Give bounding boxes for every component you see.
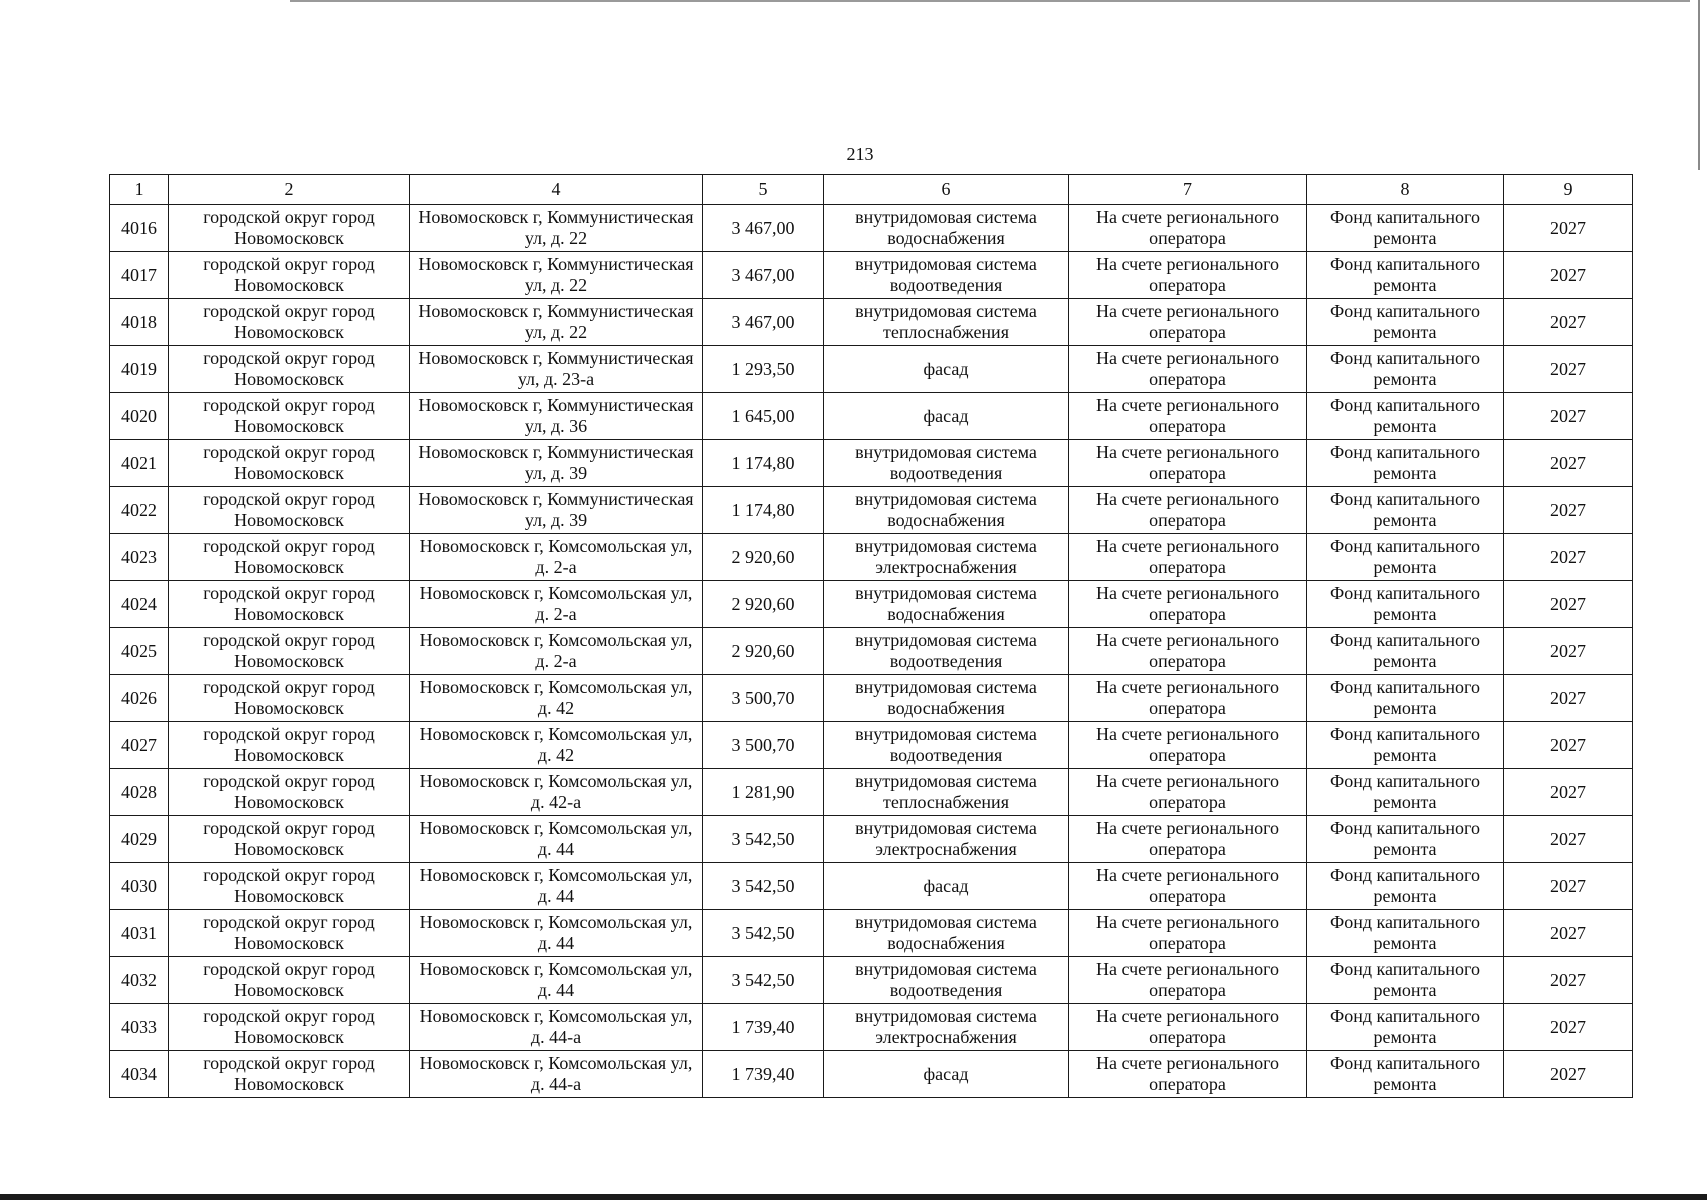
fund-account-cell: На счете регионального оператора	[1069, 1004, 1307, 1051]
table-row	[110, 534, 1633, 581]
address-cell: Новомосковск г, Коммунистическая ул, д. 22	[410, 252, 703, 299]
funding-source-cell: Фонд капитального ремонта	[1307, 581, 1504, 628]
row-number-cell: 4017	[110, 252, 169, 299]
row-number-cell: 4026	[110, 675, 169, 722]
year-cell: 2027	[1504, 299, 1633, 346]
municipality-cell: городской округ город Новомосковск	[169, 816, 410, 863]
work-type-cell: внутридомовая система водоотведения	[824, 440, 1069, 487]
work-type-cell: внутридомовая система электроснабжения	[824, 534, 1069, 581]
fund-account-cell: На счете регионального оператора	[1069, 440, 1307, 487]
row-number-cell: 4023	[110, 534, 169, 581]
area-cell: 3 542,50	[703, 957, 824, 1004]
year-cell: 2027	[1504, 863, 1633, 910]
row-number-cell: 4022	[110, 487, 169, 534]
table-row	[110, 863, 1633, 910]
work-type-cell: внутридомовая система водоснабжения	[824, 487, 1069, 534]
funding-source-cell: Фонд капитального ремонта	[1307, 816, 1504, 863]
funding-source-cell: Фонд капитального ремонта	[1307, 252, 1504, 299]
municipality-cell: городской округ город Новомосковск	[169, 769, 410, 816]
column-header: 5	[703, 175, 824, 205]
row-number-cell: 4025	[110, 628, 169, 675]
table-row	[110, 252, 1633, 299]
address-cell: Новомосковск г, Комсомольская ул, д. 44	[410, 863, 703, 910]
row-number-cell: 4029	[110, 816, 169, 863]
row-number-cell: 4031	[110, 910, 169, 957]
work-type-cell: фасад	[824, 346, 1069, 393]
funding-source-cell: Фонд капитального ремонта	[1307, 299, 1504, 346]
column-header: 6	[824, 175, 1069, 205]
year-cell: 2027	[1504, 722, 1633, 769]
address-cell: Новомосковск г, Коммунистическая ул, д. 22	[410, 205, 703, 252]
year-cell: 2027	[1504, 581, 1633, 628]
table-row	[110, 346, 1633, 393]
funding-source-cell: Фонд капитального ремонта	[1307, 1004, 1504, 1051]
municipality-cell: городской округ город Новомосковск	[169, 252, 410, 299]
area-cell: 1 174,80	[703, 487, 824, 534]
funding-source-cell: Фонд капитального ремонта	[1307, 1051, 1504, 1098]
address-cell: Новомосковск г, Комсомольская ул, д. 44	[410, 910, 703, 957]
row-number-cell: 4024	[110, 581, 169, 628]
address-cell: Новомосковск г, Комсомольская ул, д. 2-а	[410, 534, 703, 581]
area-cell: 2 920,60	[703, 534, 824, 581]
fund-account-cell: На счете регионального оператора	[1069, 346, 1307, 393]
funding-source-cell: Фонд капитального ремонта	[1307, 910, 1504, 957]
year-cell: 2027	[1504, 910, 1633, 957]
column-header: 9	[1504, 175, 1633, 205]
work-type-cell: внутридомовая система водоснабжения	[824, 910, 1069, 957]
year-cell: 2027	[1504, 1004, 1633, 1051]
address-cell: Новомосковск г, Комсомольская ул, д. 44	[410, 957, 703, 1004]
address-cell: Новомосковск г, Комсомольская ул, д. 42	[410, 675, 703, 722]
year-cell: 2027	[1504, 205, 1633, 252]
year-cell: 2027	[1504, 675, 1633, 722]
fund-account-cell: На счете регионального оператора	[1069, 769, 1307, 816]
work-type-cell: внутридомовая система водоснабжения	[824, 581, 1069, 628]
year-cell: 2027	[1504, 534, 1633, 581]
row-number-cell: 4020	[110, 393, 169, 440]
area-cell: 1 281,90	[703, 769, 824, 816]
year-cell: 2027	[1504, 252, 1633, 299]
work-type-cell: внутридомовая система водоснабжения	[824, 205, 1069, 252]
column-header: 1	[110, 175, 169, 205]
address-cell: Новомосковск г, Комсомольская ул, д. 44-а	[410, 1004, 703, 1051]
table-row	[110, 205, 1633, 252]
address-cell: Новомосковск г, Комсомольская ул, д. 42-а	[410, 769, 703, 816]
work-type-cell: фасад	[824, 393, 1069, 440]
year-cell: 2027	[1504, 628, 1633, 675]
funding-source-cell: Фонд капитального ремонта	[1307, 722, 1504, 769]
fund-account-cell: На счете регионального оператора	[1069, 863, 1307, 910]
municipality-cell: городской округ город Новомосковск	[169, 628, 410, 675]
row-number-cell: 4016	[110, 205, 169, 252]
municipality-cell: городской округ город Новомосковск	[169, 910, 410, 957]
row-number-cell: 4018	[110, 299, 169, 346]
page-number: 213	[846, 144, 874, 164]
table-row	[110, 299, 1633, 346]
address-cell: Новомосковск г, Комсомольская ул, д. 44	[410, 816, 703, 863]
funding-source-cell: Фонд капитального ремонта	[1307, 393, 1504, 440]
area-cell: 3 542,50	[703, 910, 824, 957]
row-number-cell: 4030	[110, 863, 169, 910]
area-cell: 1 645,00	[703, 393, 824, 440]
table-row	[110, 487, 1633, 534]
work-type-cell: внутридомовая система теплоснабжения	[824, 769, 1069, 816]
municipality-cell: городской округ город Новомосковск	[169, 722, 410, 769]
fund-account-cell: На счете регионального оператора	[1069, 722, 1307, 769]
table-body	[110, 205, 1633, 1098]
scan-bottom-edge	[0, 1194, 1707, 1200]
work-type-cell: фасад	[824, 1051, 1069, 1098]
address-cell: Новомосковск г, Коммунистическая ул, д. 36	[410, 393, 703, 440]
table-row	[110, 816, 1633, 863]
area-cell: 3 467,00	[703, 299, 824, 346]
address-cell: Новомосковск г, Коммунистическая ул, д. 39	[410, 440, 703, 487]
area-cell: 3 500,70	[703, 675, 824, 722]
fund-account-cell: На счете регионального оператора	[1069, 487, 1307, 534]
municipality-cell: городской округ город Новомосковск	[169, 675, 410, 722]
fund-account-cell: На счете регионального оператора	[1069, 1051, 1307, 1098]
year-cell: 2027	[1504, 346, 1633, 393]
area-cell: 3 542,50	[703, 863, 824, 910]
row-number-cell: 4034	[110, 1051, 169, 1098]
municipality-cell: городской округ город Новомосковск	[169, 346, 410, 393]
municipality-cell: городской округ город Новомосковск	[169, 299, 410, 346]
municipality-cell: городской округ город Новомосковск	[169, 440, 410, 487]
year-cell: 2027	[1504, 1051, 1633, 1098]
fund-account-cell: На счете регионального оператора	[1069, 957, 1307, 1004]
area-cell: 1 739,40	[703, 1051, 824, 1098]
table-row	[110, 675, 1633, 722]
table-row	[110, 957, 1633, 1004]
row-number-cell: 4027	[110, 722, 169, 769]
address-cell: Новомосковск г, Коммунистическая ул, д. 23-а	[410, 346, 703, 393]
funding-source-cell: Фонд капитального ремонта	[1307, 487, 1504, 534]
area-cell: 1 174,80	[703, 440, 824, 487]
work-type-cell: внутридомовая система водоснабжения	[824, 675, 1069, 722]
fund-account-cell: На счете регионального оператора	[1069, 816, 1307, 863]
funding-source-cell: Фонд капитального ремонта	[1307, 628, 1504, 675]
funding-source-cell: Фонд капитального ремонта	[1307, 346, 1504, 393]
column-header: 4	[410, 175, 703, 205]
work-type-cell: внутридомовая система водоотведения	[824, 722, 1069, 769]
address-cell: Новомосковск г, Коммунистическая ул, д. 39	[410, 487, 703, 534]
table-row	[110, 1051, 1633, 1098]
work-type-cell: фасад	[824, 863, 1069, 910]
area-cell: 1 293,50	[703, 346, 824, 393]
work-type-cell: внутридомовая система теплоснабжения	[824, 299, 1069, 346]
municipality-cell: городской округ город Новомосковск	[169, 863, 410, 910]
fund-account-cell: На счете регионального оператора	[1069, 205, 1307, 252]
funding-source-cell: Фонд капитального ремонта	[1307, 957, 1504, 1004]
table-row	[110, 722, 1633, 769]
fund-account-cell: На счете регионального оператора	[1069, 628, 1307, 675]
funding-source-cell: Фонд капитального ремонта	[1307, 440, 1504, 487]
municipality-cell: городской округ город Новомосковск	[169, 393, 410, 440]
row-number-cell: 4028	[110, 769, 169, 816]
area-cell: 3 467,00	[703, 205, 824, 252]
municipality-cell: городской округ город Новомосковск	[169, 1051, 410, 1098]
area-cell: 2 920,60	[703, 628, 824, 675]
address-cell: Новомосковск г, Коммунистическая ул, д. 22	[410, 299, 703, 346]
fund-account-cell: На счете регионального оператора	[1069, 675, 1307, 722]
row-number-cell: 4019	[110, 346, 169, 393]
work-type-cell: внутридомовая система электроснабжения	[824, 1004, 1069, 1051]
address-cell: Новомосковск г, Комсомольская ул, д. 44-а	[410, 1051, 703, 1098]
year-cell: 2027	[1504, 769, 1633, 816]
table-row	[110, 628, 1633, 675]
municipality-cell: городской округ город Новомосковск	[169, 957, 410, 1004]
funding-source-cell: Фонд капитального ремонта	[1307, 769, 1504, 816]
area-cell: 1 739,40	[703, 1004, 824, 1051]
funding-source-cell: Фонд капитального ремонта	[1307, 205, 1504, 252]
area-cell: 3 467,00	[703, 252, 824, 299]
row-number-cell: 4032	[110, 957, 169, 1004]
municipality-cell: городской округ город Новомосковск	[169, 534, 410, 581]
year-cell: 2027	[1504, 487, 1633, 534]
funding-source-cell: Фонд капитального ремонта	[1307, 863, 1504, 910]
fund-account-cell: На счете регионального оператора	[1069, 299, 1307, 346]
funding-source-cell: Фонд капитального ремонта	[1307, 675, 1504, 722]
column-header: 7	[1069, 175, 1307, 205]
scan-right-edge	[1698, 0, 1700, 170]
table-row	[110, 769, 1633, 816]
address-cell: Новомосковск г, Комсомольская ул, д. 2-а	[410, 581, 703, 628]
row-number-cell: 4033	[110, 1004, 169, 1051]
table-row	[110, 1004, 1633, 1051]
address-cell: Новомосковск г, Комсомольская ул, д. 42	[410, 722, 703, 769]
scan-top-edge	[290, 0, 1690, 2]
table-row	[110, 910, 1633, 957]
municipality-cell: городской округ город Новомосковск	[169, 205, 410, 252]
funding-source-cell: Фонд капитального ремонта	[1307, 534, 1504, 581]
fund-account-cell: На счете регионального оператора	[1069, 534, 1307, 581]
header-row	[110, 175, 1633, 205]
municipality-cell: городской округ город Новомосковск	[169, 581, 410, 628]
year-cell: 2027	[1504, 440, 1633, 487]
table-row	[110, 393, 1633, 440]
table-row	[110, 581, 1633, 628]
area-cell: 2 920,60	[703, 581, 824, 628]
work-type-cell: внутридомовая система электроснабжения	[824, 816, 1069, 863]
work-type-cell: внутридомовая система водоотведения	[824, 252, 1069, 299]
fund-account-cell: На счете регионального оператора	[1069, 393, 1307, 440]
area-cell: 3 500,70	[703, 722, 824, 769]
capital-repair-table	[109, 174, 1633, 1098]
work-type-cell: внутридомовая система водоотведения	[824, 957, 1069, 1004]
fund-account-cell: На счете регионального оператора	[1069, 581, 1307, 628]
area-cell: 3 542,50	[703, 816, 824, 863]
table-row	[110, 440, 1633, 487]
column-header: 2	[169, 175, 410, 205]
year-cell: 2027	[1504, 816, 1633, 863]
municipality-cell: городской округ город Новомосковск	[169, 487, 410, 534]
year-cell: 2027	[1504, 957, 1633, 1004]
fund-account-cell: На счете регионального оператора	[1069, 252, 1307, 299]
municipality-cell: городской округ город Новомосковск	[169, 1004, 410, 1051]
row-number-cell: 4021	[110, 440, 169, 487]
column-header: 8	[1307, 175, 1504, 205]
fund-account-cell: На счете регионального оператора	[1069, 910, 1307, 957]
work-type-cell: внутридомовая система водоотведения	[824, 628, 1069, 675]
address-cell: Новомосковск г, Комсомольская ул, д. 2-а	[410, 628, 703, 675]
year-cell: 2027	[1504, 393, 1633, 440]
